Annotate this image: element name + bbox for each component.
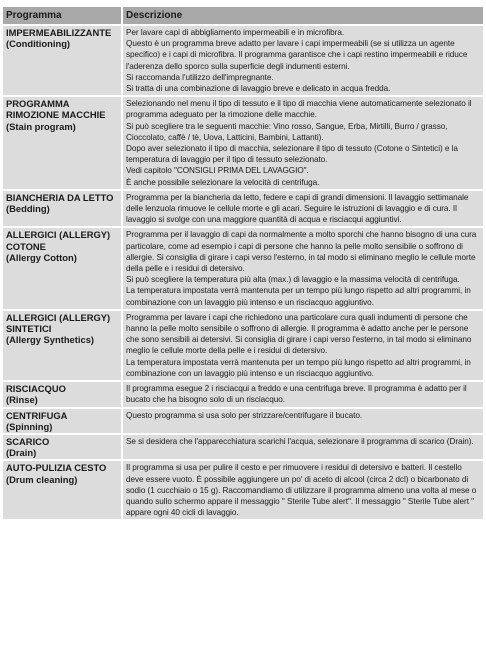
- program-name: BIANCHERIA DA LETTO (Bedding): [6, 191, 114, 215]
- program-description: Questo programma si usa solo per strizzare/centrifugare il bucato.: [126, 410, 363, 420]
- table-row: [3, 26, 483, 95]
- program-description: Il programma esegue 2 i risciacqui a freddo e una centrifuga breve. Il programma è adatto per il bucato che ha bisogno solo di un risciacquo.: [126, 384, 467, 405]
- program-name: ALLERGICI (ALLERGY) SINTETICI (Allergy Synthetics): [6, 311, 111, 346]
- program-name: SCARICO (Drain): [6, 435, 50, 459]
- program-table-page: [3, 5, 483, 521]
- program-name: RISCIACQUO (Rinse): [6, 383, 66, 406]
- column-header-descrizione: Descrizione: [121, 7, 483, 24]
- table-header-row: [3, 7, 483, 24]
- table-row: [3, 461, 483, 519]
- program-description: Programma per la biancheria da letto, federe e capi di grandi dimensioni. Il lavaggio settimanale delle lenzuola rimuove le cellule morte e gli acari. Seguire le istruzioni di lavaggio e di cura. Il lavaggio si svolge con una maggiore quantità di acqua e risciacqui aggiuntivi.: [126, 192, 469, 225]
- table-row: [3, 382, 483, 406]
- program-description: Programma per il lavaggio di capi da normalmente a molto sporchi che hanno bisogno di una cura particolare, come ad esempio i capi di persone che hanno la pelle molto sensibile o soffrono di allergie. Si consiglia di girare i capi verso l'esterno, in tal modo si eliminano meglio le cellule morte della pelle e i residui di detersivo. Si può scegliere la temperatura più alta (max.) di lavaggio e la massima velocità di centrifuga. La temperatura impostata verrà mantenuta per un tempo più lungo rispetto ad altri programmi, in combinazione con un lavaggio più intenso e un risciacquo aggiuntivo.: [126, 230, 477, 307]
- table-row: [3, 191, 483, 227]
- table-row: [3, 97, 483, 189]
- table-row: [3, 228, 483, 308]
- program-name: CENTRIFUGA (Spinning): [6, 409, 68, 432]
- program-name: IMPERMEABILIZZANTE (Conditioning): [6, 27, 112, 50]
- table-row: [3, 311, 483, 380]
- program-description: Per lavare capi di abbigliamento impermeabili e in microfibra. Questo è un programma breve adatto per lavare i capi impermeabili (se si utilizza un agente specifico) e i capi di microfibra. Il programma garantisce che i capi restino impermeabili e riduce l'aderenza dello sporco sulla superficie degli indumenti esterni. Si raccomanda l'utilizzo dell'impregnante. Si tratta di una combinazione di lavaggio breve e delicato in acqua fredda.: [126, 28, 468, 94]
- program-description: Se si desidera che l'apparecchiatura scarichi l'acqua, selezionare il programma di scarico (Drain).: [126, 436, 474, 446]
- program-description: Programma per lavare i capi che richiedono una particolare cura quali indumenti di persone che hanno la pelle molto sensibile o soffrono di allergie. Il programma è adatto anche per le persone che sono sensibili ai detersivi. Si consiglia di girare i capi verso l'esterno, in tal modo si eliminano meglio le cellule morte della pelle e i residui di detersivo. La temperatura impostata verrà mantenuta per un tempo più lungo rispetto ad altri programmi, in combinazione con un lavaggio più intenso e un risciacquo aggiuntivo.: [126, 312, 472, 378]
- program-description: Il programma si usa per pulire il cesto e per rimuovere i residui di detersivo e batteri. Il cestello deve essere vuoto. È possibile aggiungere un po' di aceto di alcool (circa 2 dcl) o bicarbonato di sodio (1 cucchiaio o 15 g). Raccomandiamo di utilizzare il programma almeno una volta al mese o quando sullo schermo appare il messaggio " Sterile Tube alert". Il messaggio " Sterile Tube alert " appare ogni 40 cicli di lavaggio.: [126, 463, 477, 518]
- program-table: [3, 5, 483, 521]
- program-name: ALLERGICI (ALLERGY) COTONE (Allergy Cotton): [6, 229, 111, 263]
- program-name: AUTO-PULIZIA CESTO (Drum cleaning): [6, 462, 107, 485]
- column-header-programma: Programma: [3, 7, 121, 24]
- program-name: PROGRAMMA RIMOZIONE MACCHIE (Stain program): [6, 98, 106, 132]
- program-description: Selezionando nel menu il tipo di tessuto e il tipo di macchia viene automaticamente selezionato il programma adeguato per la rimozione delle macchie. Si può scegliere tra le seguenti macchie: Vino rosso, Sangue, Erba, Mirtilli, Burro / grasso, Cioccolato, caffè / tè, Uova, Latticini, Bambini, Lattanti). Dopo aver selezionato il tipo di macchia, selezionare il tipo di tessuto (Cotone o Sintetici) e la temperatura di lavaggio per il tipo di tessuto selezionato. Vedi capitolo "CONSIGLI PRIMA DEL LAVAGGIO". È anche possibile selezionare la velocità di centrifuga.: [126, 99, 472, 187]
- table-row: [3, 409, 483, 433]
- table-row: [3, 435, 483, 459]
